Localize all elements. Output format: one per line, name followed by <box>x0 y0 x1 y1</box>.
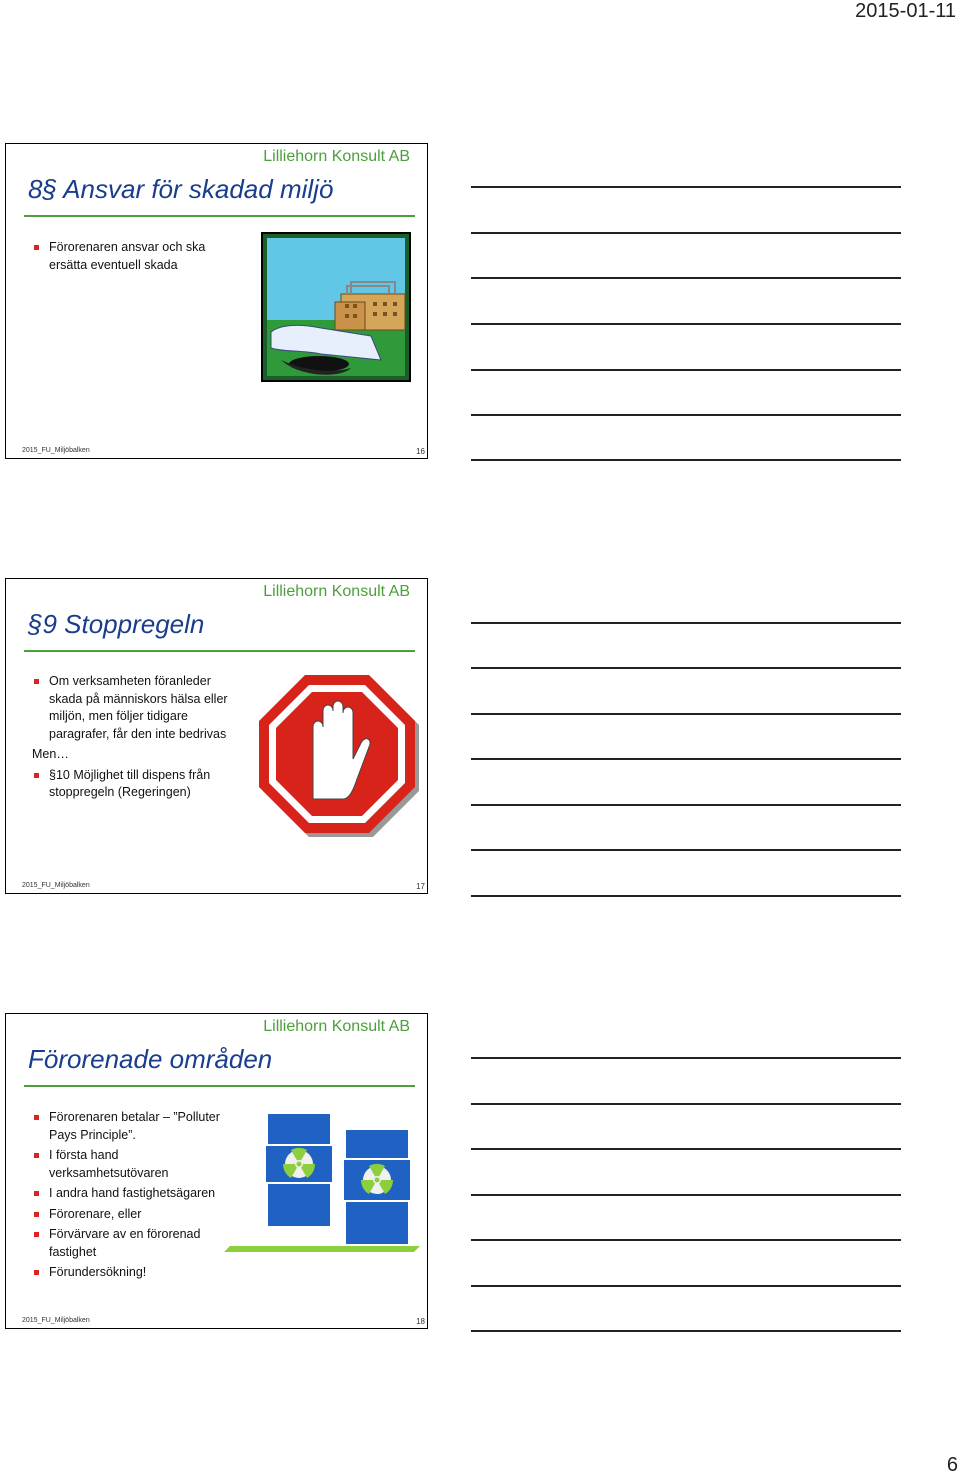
slide-17 <box>5 578 428 894</box>
list-item: Förorenaren ansvar och ska ersätta eventuell skada <box>32 239 232 274</box>
page-date: 2015-01-11 <box>855 0 956 22</box>
note-line <box>471 895 901 897</box>
note-line <box>471 1194 901 1196</box>
note-line <box>471 369 901 371</box>
slide-title: Förorenade områden <box>28 1044 273 1074</box>
factory-pollution-illustration <box>261 232 411 382</box>
slide-footer: 2015_FU_Miljöbalken <box>22 447 90 454</box>
list-item: Men… <box>32 747 69 761</box>
bullet-list <box>32 1109 237 1285</box>
list-item: Förvärvare av en förorenad fastighet <box>32 1226 237 1261</box>
slide-footer: 2015_FU_Miljöbalken <box>22 882 90 889</box>
slide-brand: Lilliehorn Konsult AB <box>263 148 410 165</box>
list-item: I första hand verksamhetsutövaren <box>32 1147 237 1182</box>
note-line <box>471 459 901 461</box>
note-line <box>471 414 901 416</box>
note-line <box>471 1148 901 1150</box>
slide-title: 8§ Ansvar för skadad miljö <box>28 174 334 204</box>
note-line <box>471 1285 901 1287</box>
note-line <box>471 622 901 624</box>
note-line <box>471 713 901 715</box>
slide-18 <box>5 1013 428 1329</box>
note-line <box>471 758 901 760</box>
note-line <box>471 232 901 234</box>
title-rule <box>24 1085 415 1087</box>
note-line <box>471 1330 901 1332</box>
note-line <box>471 1057 901 1059</box>
slide-brand: Lilliehorn Konsult AB <box>263 1018 410 1035</box>
list-item: Förorenaren betalar – ”Polluter Pays Principle”. <box>32 1109 237 1144</box>
note-line <box>471 186 901 188</box>
note-line <box>471 667 901 669</box>
list-item: §10 Möjlighet till dispens från stoppregeln (Regeringen) <box>32 767 247 802</box>
radioactive-barrels-illustration <box>224 1110 424 1268</box>
slide-brand: Lilliehorn Konsult AB <box>263 583 410 600</box>
bullet-list <box>32 673 247 805</box>
list-item: Förundersökning! <box>32 1264 237 1282</box>
slide-number: 18 <box>416 1317 425 1326</box>
bullet-list <box>32 239 232 277</box>
note-line <box>471 804 901 806</box>
note-line <box>471 849 901 851</box>
note-line <box>471 323 901 325</box>
slide-title: §9 Stoppregeln <box>28 609 205 639</box>
title-rule <box>24 650 415 652</box>
slide-16 <box>5 143 428 459</box>
title-rule <box>24 215 415 217</box>
note-line <box>471 1103 901 1105</box>
list-item: Förorenare, eller <box>32 1206 237 1224</box>
stop-sign-hand-illustration <box>253 671 421 839</box>
slide-footer: 2015_FU_Miljöbalken <box>22 1317 90 1324</box>
page-number: 6 <box>946 1454 958 1476</box>
list-item: Om verksamheten föranleder skada på människors hälsa eller miljön, men följer tidigare paragrafer, får den inte bedrivas <box>32 673 247 743</box>
slide-number: 16 <box>416 447 425 456</box>
note-line <box>471 277 901 279</box>
slide-number: 17 <box>416 882 425 891</box>
note-line <box>471 1239 901 1241</box>
list-item: I andra hand fastighetsägaren <box>32 1185 237 1203</box>
